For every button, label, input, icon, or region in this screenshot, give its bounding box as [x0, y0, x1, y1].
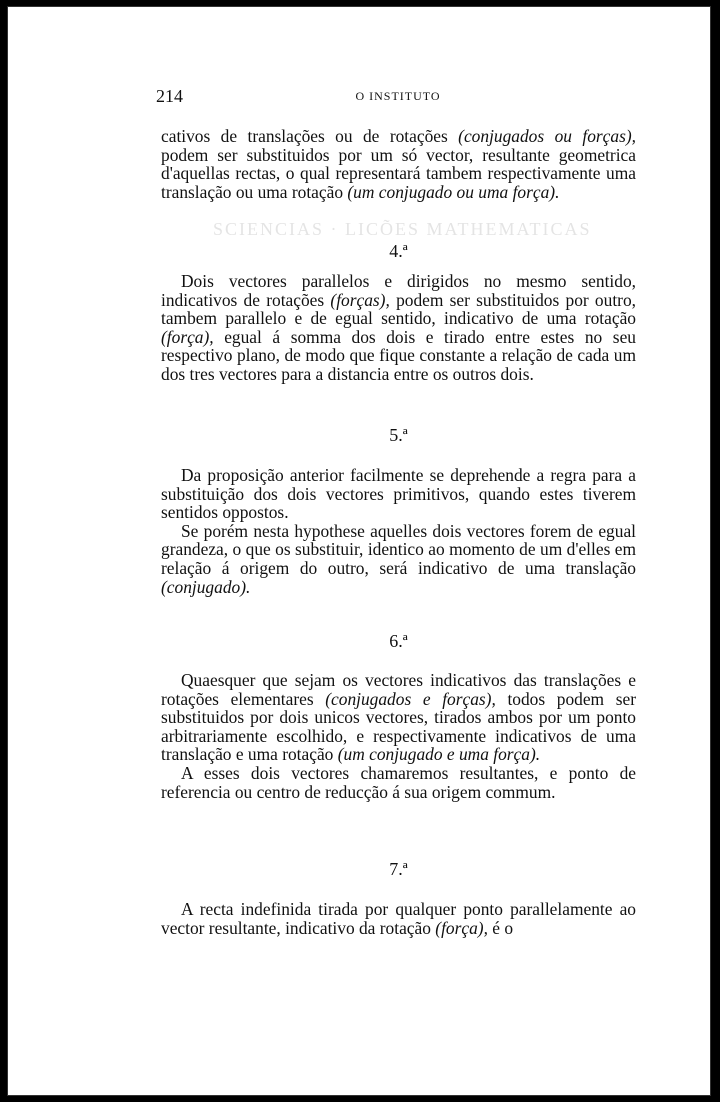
section-heading-4: 4.ª	[389, 241, 408, 261]
section-heading-6: 6.ª	[389, 631, 408, 651]
paragraph: A esses dois vectores chamaremos resultantes, e ponto de referencia ou centro de reducção á sua origem commum.	[161, 762, 636, 802]
paragraph: Quaesquer que sejam os vectores indicativos das translações e rotações elementares (conjugados e forças), todos podem ser substituidos por dois unicos vectores, tirados ambos por um ponto arbitrariamente escolhido, e respectivamente indicativos de uma translação e uma rotação (um conjugado e uma força).	[161, 670, 636, 765]
section-heading-7: 7.ª	[389, 859, 408, 879]
paragraph: Da proposição anterior facilmente se deprehende a regra para a substituição dos dois vectores primitivos, quando estes tiverem sentidos oppostos.	[161, 465, 636, 523]
paragraph: A recta indefinida tirada por qualquer ponto parallelamente ao vector resultante, indicativo da rotação (força), é o	[161, 899, 636, 938]
paragraph-6	[161, 671, 636, 801]
section-heading-5: 5.ª	[389, 425, 408, 445]
paragraph-4	[161, 272, 636, 384]
book-page	[7, 6, 711, 1096]
paragraph-continuation	[161, 127, 636, 201]
paragraph: Se porém nesta hypothese aquelles dois vectores forem de egual grandeza, o que os substituir, identico ao momento de um d'elles em relação á origem do outro, será indicativo de uma translação (conjugado).	[161, 520, 636, 597]
bleed-through-text: SCIENCIAS · LICÕES MATHEMATICAS	[213, 219, 592, 239]
page-header	[156, 86, 640, 108]
paragraph-7	[161, 900, 636, 937]
running-title: O INSTITUTO	[355, 89, 441, 103]
page-number: 214	[156, 86, 183, 106]
paragraph: Dois vectores parallelos e dirigidos no mesmo sentido, indicativos de rotações (forças), podem ser substituidos por outro, tambem parallelo e de egual sentido, indicativo de uma rotação (força), egual á somma dos dois e tirado entre estes no seu respectivo plano, de modo que fique constante a relação de cada um dos tres vectores para a distancia entre os outros dois.	[161, 271, 636, 384]
paragraph-5	[161, 466, 636, 596]
paragraph: cativos de translações ou de rotações (conjugados ou forças), podem ser substituidos por um só vector, resultante geometrica d'aquellas rectas, o qual representará tambem respectivamente uma translação ou uma rotação (um conjugado ou uma força).	[161, 126, 636, 202]
